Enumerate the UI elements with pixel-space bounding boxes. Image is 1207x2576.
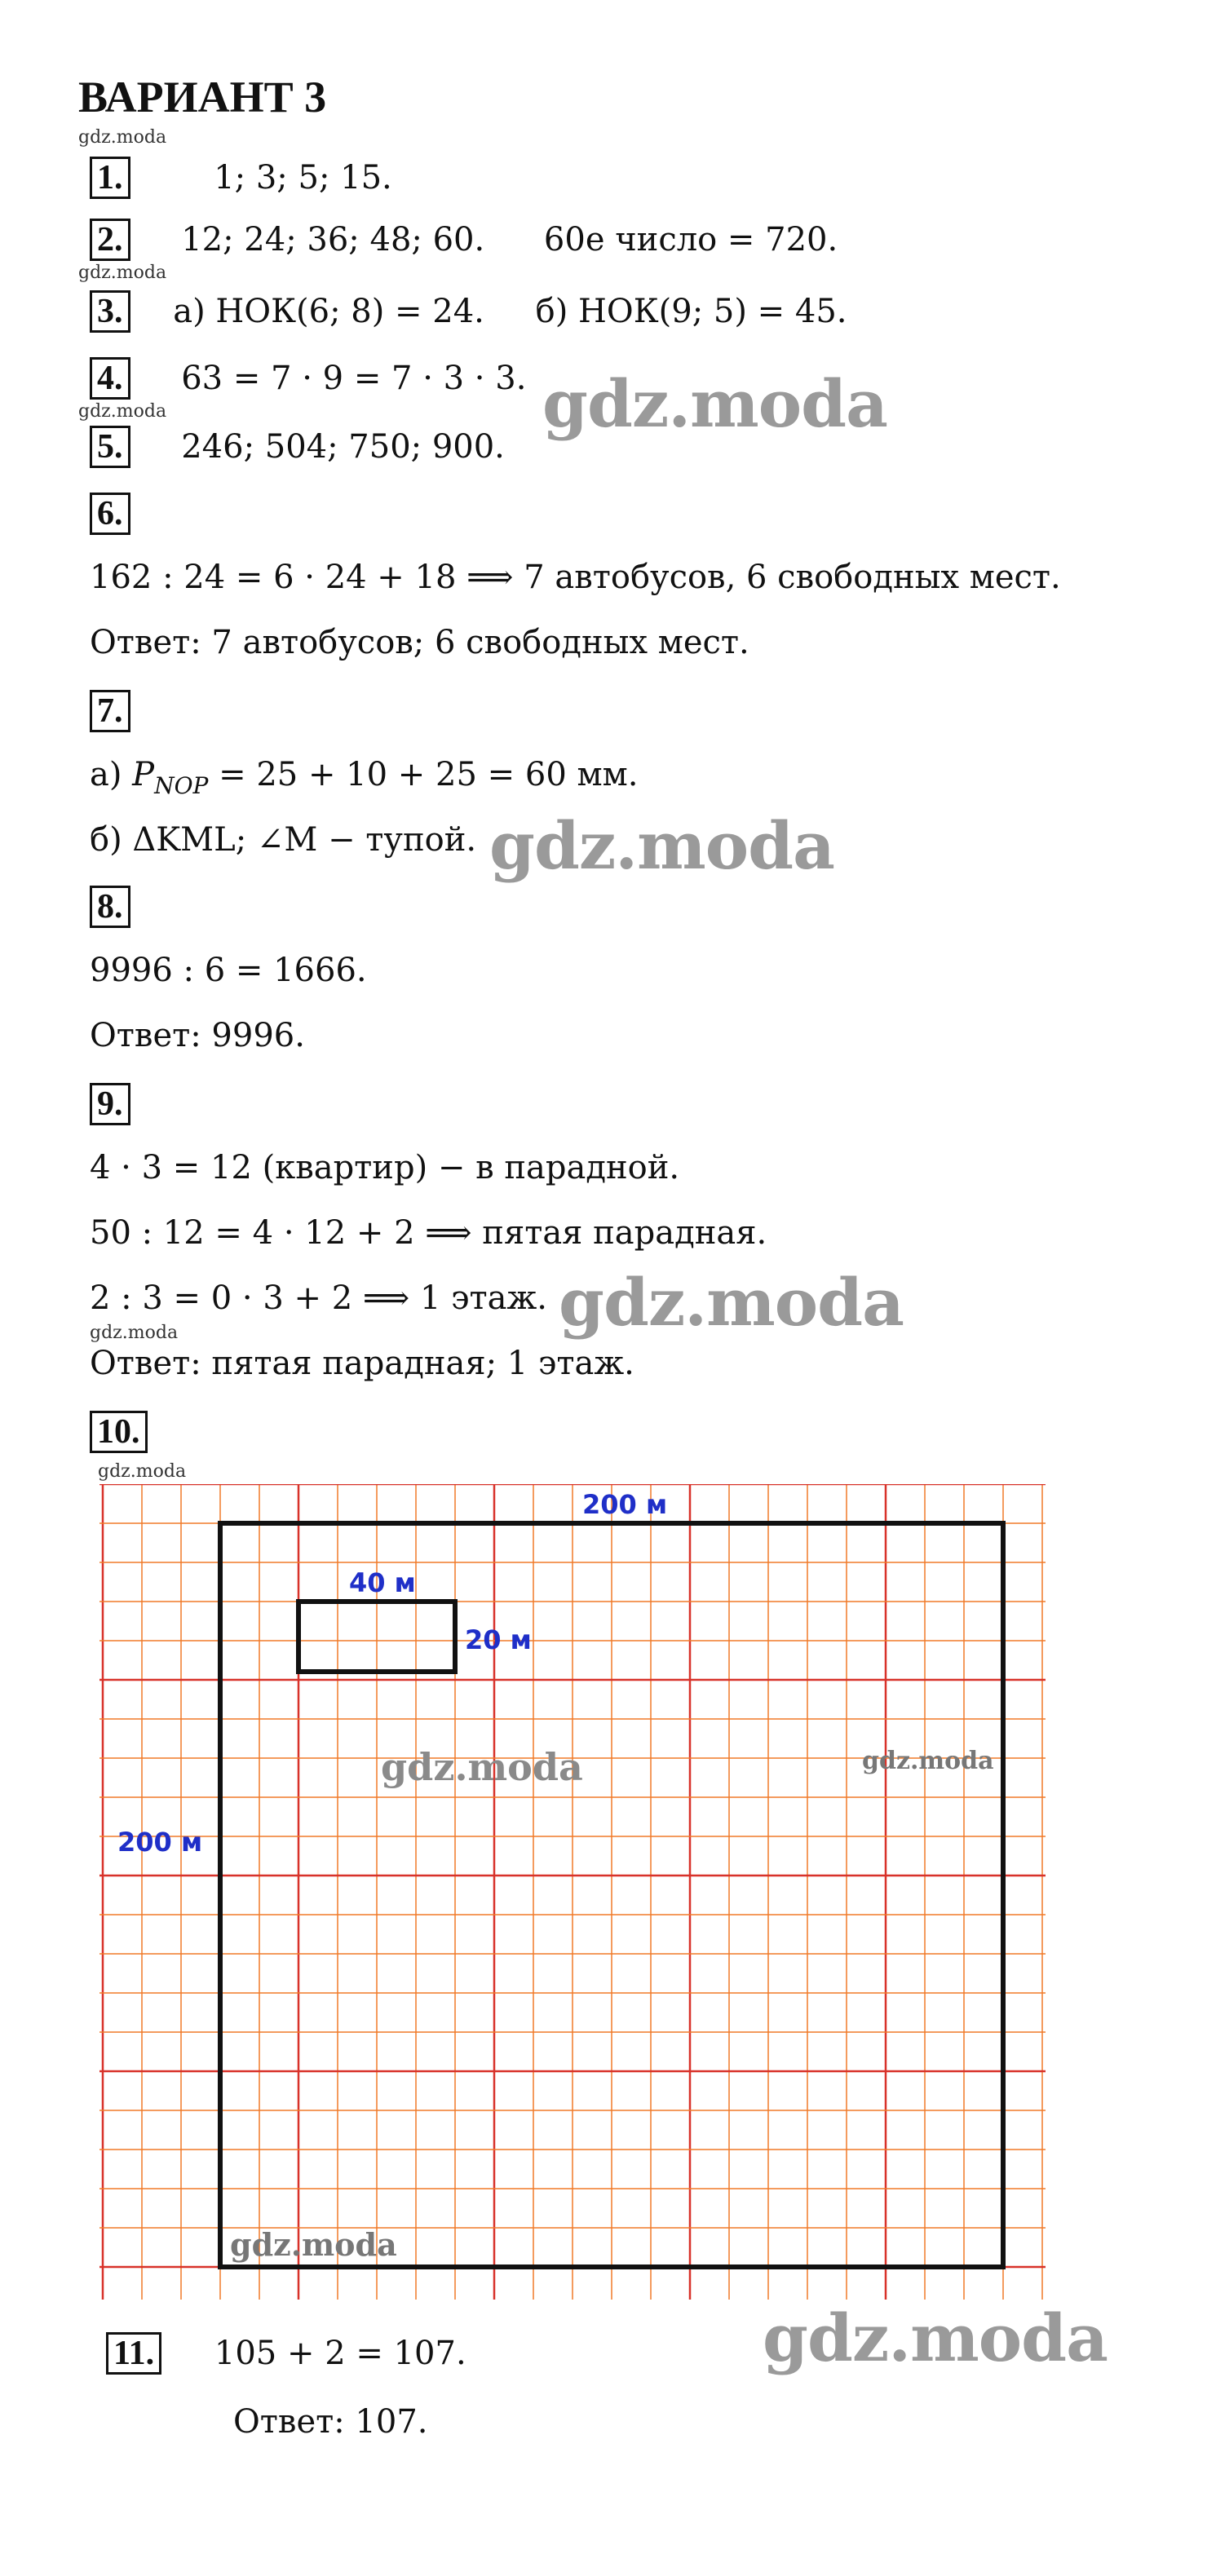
text-part: = 25 + 10 + 25 = 60 мм. bbox=[208, 756, 639, 793]
task-9-line-2: 50 : 12 = 4 · 12 + 2 ⟹ пятая парадная. bbox=[90, 1214, 767, 1252]
task-number: 5. bbox=[90, 426, 130, 468]
perimeter-subscript: NOP bbox=[154, 772, 209, 799]
watermark-big: gdz.moda bbox=[381, 1745, 583, 1789]
task-number: 2. bbox=[90, 219, 130, 261]
task-7-number bbox=[90, 690, 130, 732]
task-11 bbox=[106, 2332, 466, 2375]
grid-lines bbox=[99, 1484, 1046, 2300]
watermark-small: gdz.moda bbox=[230, 2226, 397, 2263]
task-6-number bbox=[90, 493, 130, 535]
task-7-line-1 bbox=[90, 755, 638, 806]
watermark-small: gdz.moda bbox=[98, 1461, 187, 1482]
task-2 bbox=[90, 219, 838, 261]
task-number: 4. bbox=[90, 357, 130, 400]
text-part: а) bbox=[90, 756, 133, 793]
grid-svg bbox=[99, 1484, 1046, 2300]
task-answer: 63 = 7 · 9 = 7 · 3 · 3. bbox=[181, 360, 527, 397]
label-left-side: 200 м bbox=[117, 1827, 203, 1858]
task-number: 1. bbox=[90, 157, 130, 199]
task-6-line-2: Ответ: 7 автобусов; 6 свободных мест. bbox=[90, 624, 749, 661]
task-answer: 1; 3; 5; 15. bbox=[214, 159, 392, 197]
watermark-big: gdz.moda bbox=[763, 2300, 1108, 2376]
page-title: ВАРИАНТ 3 bbox=[78, 73, 327, 122]
task-number: 9. bbox=[90, 1083, 130, 1125]
task-number: 6. bbox=[90, 493, 130, 535]
task-6-line-1: 162 : 24 = 6 · 24 + 18 ⟹ 7 автобусов, 6 свободных мест. bbox=[90, 559, 1061, 596]
label-small-height: 20 м bbox=[465, 1624, 532, 1655]
task-4 bbox=[90, 357, 526, 400]
grid-figure bbox=[99, 1484, 1046, 2300]
watermark-small: gdz.moda bbox=[78, 127, 167, 148]
watermark-small: gdz.moda bbox=[862, 1747, 994, 1775]
watermark-small: gdz.moda bbox=[90, 1323, 179, 1343]
task-number: 3. bbox=[90, 290, 130, 333]
task-8-line-1: 9996 : 6 = 1666. bbox=[90, 952, 367, 989]
watermark-small: gdz.moda bbox=[78, 401, 167, 422]
task-9-line-3: 2 : 3 = 0 · 3 + 2 ⟹ 1 этаж. bbox=[90, 1279, 548, 1317]
task-answer: а) НОК(6; 8) = 24. bbox=[173, 293, 484, 330]
task-9-line-4: Ответ: пятая парадная; 1 этаж. bbox=[90, 1345, 634, 1382]
task-8-line-2: Ответ: 9996. bbox=[90, 1017, 305, 1054]
task-10-number bbox=[90, 1411, 148, 1453]
task-8-number bbox=[90, 886, 130, 928]
perimeter-symbol: P bbox=[132, 756, 155, 793]
watermark-big: gdz.moda bbox=[489, 807, 834, 884]
task-3 bbox=[90, 290, 847, 333]
task-5 bbox=[90, 426, 505, 468]
task-7-line-2: б) ΔKML; ∠M − тупой. bbox=[90, 821, 477, 859]
task-answer: 105 + 2 = 107. bbox=[214, 2335, 466, 2372]
task-number: 7. bbox=[90, 690, 130, 732]
task-answer-2: б) НОК(9; 5) = 45. bbox=[535, 293, 847, 330]
task-answer: 12; 24; 36; 48; 60. bbox=[181, 221, 485, 258]
task-answer-2: 60е число = 720. bbox=[543, 221, 838, 258]
task-number: 8. bbox=[90, 886, 130, 928]
task-9-line-1: 4 · 3 = 12 (квартир) − в парадной. bbox=[90, 1149, 680, 1186]
label-top-side: 200 м bbox=[582, 1489, 668, 1520]
watermark-big: gdz.moda bbox=[542, 365, 887, 442]
task-number: 11. bbox=[106, 2332, 161, 2375]
task-answer: 246; 504; 750; 900. bbox=[181, 428, 505, 466]
task-1 bbox=[90, 157, 392, 199]
task-11-line-2: Ответ: 107. bbox=[233, 2403, 428, 2441]
label-small-width: 40 м bbox=[349, 1567, 416, 1598]
task-9-number bbox=[90, 1083, 130, 1125]
watermark-big: gdz.moda bbox=[559, 1264, 904, 1341]
watermark-small: gdz.moda bbox=[78, 263, 167, 283]
task-number: 10. bbox=[90, 1411, 148, 1453]
